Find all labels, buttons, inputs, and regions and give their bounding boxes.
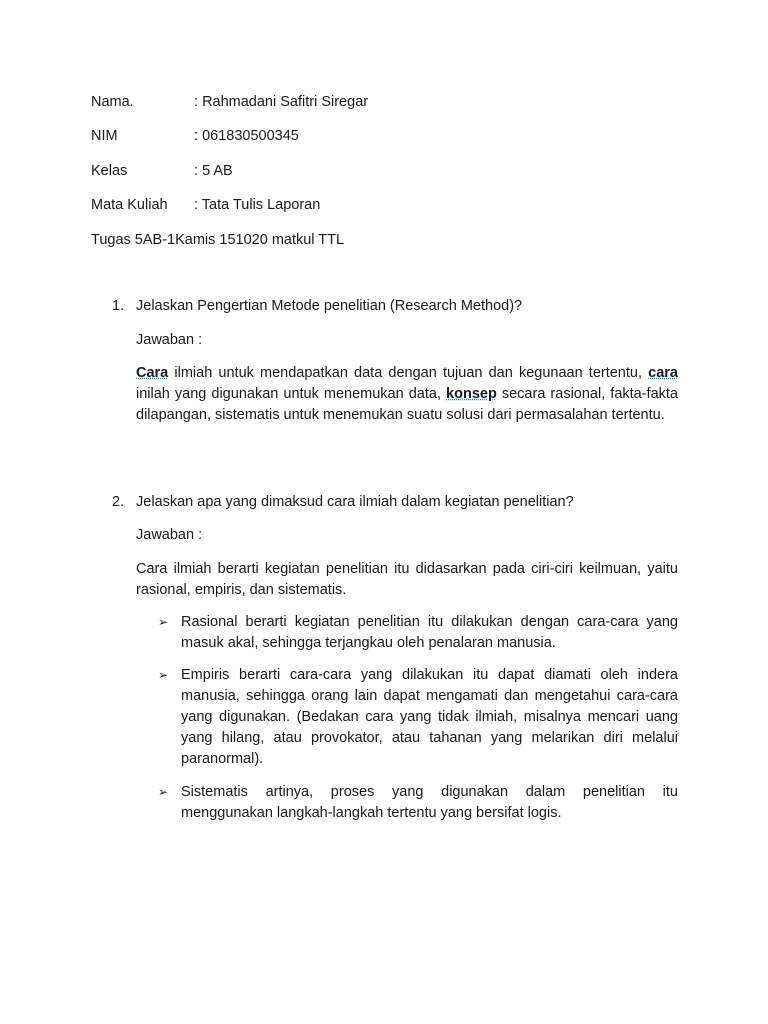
highlight-word-cara: Cara [136,365,169,381]
class-label: Kelas [91,163,128,179]
highlight-word-cara-2: cara [648,365,678,381]
bullet-sistematis: Sistematis artinya, proses yang digunakan dalam penelitian itu menggunakan langkah-langkah tertentu yang bersifat logis. [181,784,678,821]
class-row [91,161,233,181]
question-1-answer [136,363,678,426]
bullet-empiris: Empiris berarti cara-cara yang dilakukan itu dapat diamati oleh indera manusia, sehingga orang lain dapat mengamati dan mengetahui cara-cara yang digunakan. (Bedakan cara yang tidak ilmiah, misalnya mencari uang yang hilang, atau provokator, atau tahanan yang melarikan diri melalui paranormal). [181,667,678,767]
question-2-intro: Cara ilmiah berarti kegiatan penelitian itu didasarkan pada ciri-ciri keilmuan, yaitu rasional, empiris, dan sistematis. [136,561,678,598]
question-1-answer-label: Jawaban : [136,332,203,348]
course-row [91,195,320,215]
nim-value: : 061830500345 [194,128,299,144]
highlight-word-konsep: konsep [446,386,497,402]
answer-text-part: ilmiah untuk mendapatkan data dengan tujuan dan kegunaan tertentu, [168,365,649,381]
name-value: : Rahmadani Safitri Siregar [194,94,368,110]
answer-text-part: inilah yang digunakan untuk menemukan data, [136,386,447,402]
question-2-answer-label: Jawaban : [136,527,203,543]
answer-text-part: secara rasional, fakta-fakta dilapangan, sistematis untuk menemukan suatu solusi dari permasalahan tertentu. [136,386,678,423]
task-line: Tugas 5AB-1Kamis 151020 matkul TTL [91,232,345,248]
course-label: Mata Kuliah [91,197,168,213]
course-value: : Tata Tulis Laporan [194,197,320,213]
arrow-bullet-icon: ➢ [158,785,169,799]
arrow-bullet-icon: ➢ [158,668,169,682]
class-value: : 5 AB [194,163,233,179]
bullet-rasional: Rasional berarti kegiatan penelitian itu dilakukan dengan cara-cara yang masuk akal, sehingga terjangkau oleh penalaran manusia. [181,614,678,651]
arrow-bullet-icon: ➢ [158,615,169,629]
name-row [91,92,368,112]
question-2-text: Jelaskan apa yang dimaksud cara ilmiah dalam kegiatan penelitian? [136,494,574,510]
nim-row [91,126,299,146]
name-label: Nama. [91,94,134,110]
nim-label: NIM [91,128,118,144]
question-2-number: 2. [112,494,125,510]
question-1-text: Jelaskan Pengertian Metode penelitian (Research Method)? [136,298,523,314]
question-1-number: 1. [112,298,125,314]
